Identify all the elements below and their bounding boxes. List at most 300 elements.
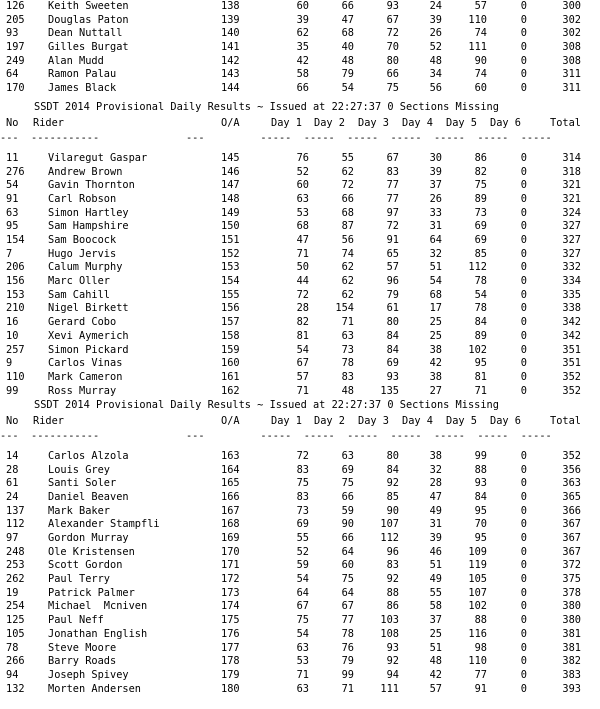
cell-total: 367 [562, 532, 581, 545]
cell-d4: 39 [429, 13, 442, 26]
cell-d2: Day 2 [314, 415, 345, 427]
cell-d6: 0 [520, 559, 527, 572]
cell-d2: 63 [341, 450, 354, 462]
table-row [0, 464, 600, 477]
cell-d5: 95 [474, 357, 487, 370]
cell-d5: 105 [468, 573, 487, 586]
cell-rider: Andrew Brown [48, 165, 123, 178]
cell-oa: 176 [221, 627, 240, 640]
results-title-text: SSDT 2014 Provisional Daily Results ~ Issued at 22:27:37 0 Sections Missing [34, 399, 499, 411]
cell-no: 64 [6, 68, 19, 81]
cell-total: 393 [562, 682, 581, 695]
cell-d4: 39 [429, 532, 442, 545]
cell-d6: 0 [520, 316, 527, 329]
cell-total: 367 [562, 545, 581, 558]
cell-total: 352 [562, 384, 581, 397]
cell-total: 318 [562, 165, 581, 178]
table-row [0, 179, 600, 192]
table-row [0, 166, 600, 179]
cell-d3: 93 [386, 370, 399, 383]
cell-d3: 61 [386, 302, 399, 315]
cell-rider: Jonathan English [48, 627, 148, 640]
cell-oa: 141 [221, 41, 240, 54]
table-row [0, 152, 600, 165]
cell-d3: 79 [386, 288, 399, 301]
cell-d1: 72 [296, 450, 309, 462]
cell-d6: 0 [520, 261, 527, 274]
cell-d5: 82 [474, 165, 487, 178]
cell-rider: Michael Mcniven [48, 600, 148, 613]
cell-rider: Gilles Burgat [48, 41, 129, 54]
cell-no: 132 [6, 682, 25, 695]
table-row [0, 371, 600, 384]
cell-rider: Carlos Vinas [48, 357, 123, 370]
cell-d2: 62 [341, 165, 354, 178]
cell-no: 153 [6, 288, 25, 301]
cell-d5: 78 [474, 302, 487, 315]
cell-d3: 96 [386, 275, 399, 288]
cell-d6: 0 [520, 627, 527, 640]
cell-d2: 79 [341, 655, 354, 668]
cell-d5: 89 [474, 193, 487, 206]
cell-d3: 70 [386, 41, 399, 54]
cell-d5: 85 [474, 247, 487, 260]
cell-d1: 44 [296, 275, 309, 288]
table-row [0, 0, 600, 13]
cell-oa: 156 [221, 302, 240, 315]
cell-d3: 77 [386, 179, 399, 192]
cell-oa: 169 [221, 532, 240, 545]
cell-oa: 154 [221, 275, 240, 288]
cell-d4: 37 [429, 614, 442, 627]
cell-d4: 25 [429, 316, 442, 329]
cell-d4: 51 [429, 559, 442, 572]
cell-d4: 51 [429, 641, 442, 654]
cell-no: 10 [6, 329, 19, 342]
cell-d4: 55 [429, 586, 442, 599]
cell-d2: 66 [341, 532, 354, 545]
table-row [0, 68, 600, 81]
cell-d3: 92 [386, 655, 399, 668]
cell-rider: Ole Kristensen [48, 545, 135, 558]
cell-total: 335 [562, 288, 581, 301]
cell-d1: 81 [296, 329, 309, 342]
cell-total: 302 [562, 13, 581, 26]
cell-total: 372 [562, 559, 581, 572]
table-row [0, 385, 600, 398]
cell-d5: 73 [474, 206, 487, 219]
cell-d3: 91 [386, 234, 399, 247]
cell-d4: 56 [429, 82, 442, 95]
cell-d5: 95 [474, 504, 487, 517]
cell-total: 375 [562, 573, 581, 586]
cell-d6: 0 [520, 518, 527, 531]
cell-d3: 94 [386, 668, 399, 681]
cell-d6: 0 [520, 668, 527, 681]
cell-oa: 157 [221, 316, 240, 329]
cell-d6: 0 [520, 220, 527, 233]
table-row [0, 330, 600, 343]
cell-d2: 99 [341, 668, 354, 681]
cell-no: 7 [6, 247, 13, 260]
cell-d2: 56 [341, 234, 354, 247]
cell-d3: 90 [386, 504, 399, 517]
cell-d5: 99 [474, 450, 487, 462]
cell-no: 9 [6, 357, 13, 370]
cell-d1: 52 [296, 545, 309, 558]
cell-total: 365 [562, 491, 581, 504]
cell-rider: Sam Boocock [48, 234, 117, 247]
cell-total: 382 [562, 655, 581, 668]
cell-d4: 48 [429, 655, 442, 668]
cell-d5: Day 5 [446, 117, 477, 129]
cell-d4: 32 [429, 247, 442, 260]
cell-oa: 164 [221, 463, 240, 476]
cell-d6: 0 [520, 206, 527, 219]
cell-d5: 78 [474, 275, 487, 288]
table-row [0, 55, 600, 68]
cell-no: 94 [6, 668, 19, 681]
cell-d4: 42 [429, 668, 442, 681]
cell-d1: 75 [296, 614, 309, 627]
cell-rider: Rider [33, 117, 64, 129]
cell-d3: 80 [386, 316, 399, 329]
cell-d3: 72 [386, 220, 399, 233]
cell-no: 206 [6, 261, 25, 274]
cell-d1: 63 [296, 193, 309, 206]
cell-d4: 30 [429, 152, 442, 164]
cell-oa: O/A [221, 117, 240, 129]
cell-oa: 147 [221, 179, 240, 192]
cell-d5: 54 [474, 288, 487, 301]
cell-d4: 39 [429, 165, 442, 178]
cell-no: 125 [6, 614, 25, 627]
cell-rider: Gerard Cobo [48, 316, 117, 329]
table-row [0, 234, 600, 247]
table-row [0, 546, 600, 559]
cell-no: 112 [6, 518, 25, 531]
cell-d1: 82 [296, 316, 309, 329]
cell-rider: Douglas Paton [48, 13, 129, 26]
cell-d2: 79 [341, 68, 354, 81]
cell-oa: 153 [221, 261, 240, 274]
cell-d4: 24 [429, 0, 442, 12]
cell-d3: 69 [386, 357, 399, 370]
cell-d4: 51 [429, 261, 442, 274]
cell-d2: 90 [341, 518, 354, 531]
cell-d2: 66 [341, 0, 354, 12]
cell-oa: 180 [221, 682, 240, 695]
cell-d2: 60 [341, 559, 354, 572]
cell-d2: 66 [341, 491, 354, 504]
cell-d6: 0 [520, 655, 527, 668]
cell-d2: 78 [341, 627, 354, 640]
cell-total: 351 [562, 343, 581, 356]
cell-d4: 34 [429, 68, 442, 81]
cell-d1: 67 [296, 357, 309, 370]
cell-d6: 0 [520, 545, 527, 558]
cell-rider: Santi Soler [48, 477, 117, 490]
cell-d5: 89 [474, 329, 487, 342]
cell-rider: Louis Grey [48, 463, 110, 476]
table-row [0, 344, 600, 357]
cell-d3: 80 [386, 54, 399, 67]
cell-d6: 0 [520, 532, 527, 545]
cell-no: 95 [6, 220, 19, 233]
cell-d3: 97 [386, 206, 399, 219]
cell-d3: 72 [386, 27, 399, 40]
cell-d3: 65 [386, 247, 399, 260]
cell-rider: Sam Cahill [48, 288, 110, 301]
cell-d3: 88 [386, 586, 399, 599]
cell-total: 332 [562, 261, 581, 274]
cell-total: 311 [562, 82, 581, 95]
cell-d1: 60 [296, 179, 309, 192]
cell-rider: Paul Terry [48, 573, 110, 586]
table-row [0, 683, 600, 696]
cell-rider: Dean Nuttall [48, 27, 123, 40]
cell-oa: 160 [221, 357, 240, 370]
cell-d1: 68 [296, 220, 309, 233]
cell-d1: Day 1 [271, 117, 302, 129]
cell-d4: 25 [429, 627, 442, 640]
cell-rider: Calum Murphy [48, 261, 123, 274]
cell-d3: 84 [386, 329, 399, 342]
cell-d5: 111 [468, 41, 487, 54]
cell-d6: 0 [520, 600, 527, 613]
cell-d5: 60 [474, 82, 487, 95]
cell-d5: 116 [468, 627, 487, 640]
table-row [0, 477, 600, 490]
cell-d1: 62 [296, 27, 309, 40]
cell-no: 249 [6, 54, 25, 67]
results-title [0, 101, 600, 114]
cell-d6: 0 [520, 179, 527, 192]
cell-d6: 0 [520, 491, 527, 504]
cell-no: 266 [6, 655, 25, 668]
header-divider-text: --- ----------- --- ----- ----- ----- ----- ----- ----- ----- [0, 430, 552, 442]
table-row [0, 82, 600, 95]
table-row [0, 669, 600, 682]
cell-oa: 152 [221, 247, 240, 260]
cell-d2: 77 [341, 614, 354, 627]
cell-rider: Alexander Stampfli [48, 518, 160, 531]
cell-d5: 107 [468, 586, 487, 599]
cell-no: 78 [6, 641, 19, 654]
cell-no: 110 [6, 370, 25, 383]
table-row [0, 628, 600, 641]
cell-d1: 63 [296, 641, 309, 654]
cell-rider: Ross Murray [48, 384, 117, 397]
cell-d2: 59 [341, 504, 354, 517]
cell-no: 63 [6, 206, 19, 219]
cell-d1: 72 [296, 288, 309, 301]
cell-d5: 93 [474, 477, 487, 490]
cell-oa: 142 [221, 54, 240, 67]
cell-d3: 111 [380, 682, 399, 695]
cell-d6: 0 [520, 682, 527, 695]
cell-total: 363 [562, 477, 581, 490]
cell-d1: 73 [296, 504, 309, 517]
cell-rider: Simon Pickard [48, 343, 129, 356]
table-row [0, 491, 600, 504]
cell-oa: 145 [221, 152, 240, 164]
cell-d4: 31 [429, 518, 442, 531]
cell-no: 99 [6, 384, 19, 397]
cell-d3: 96 [386, 545, 399, 558]
cell-no: 28 [6, 463, 19, 476]
cell-d4: 31 [429, 220, 442, 233]
cell-d3: 93 [386, 0, 399, 12]
cell-no: 19 [6, 586, 19, 599]
cell-oa: 174 [221, 600, 240, 613]
table-row [0, 573, 600, 586]
cell-total: 342 [562, 329, 581, 342]
cell-total: 327 [562, 247, 581, 260]
cell-d4: 25 [429, 329, 442, 342]
cell-total: 327 [562, 234, 581, 247]
cell-d3: 84 [386, 463, 399, 476]
cell-d6: 0 [520, 234, 527, 247]
cell-rider: Keith Sweeten [48, 0, 129, 12]
cell-d6: 0 [520, 384, 527, 397]
cell-oa: 140 [221, 27, 240, 40]
cell-oa: 143 [221, 68, 240, 81]
cell-rider: Paul Neff [48, 614, 104, 627]
cell-d1: 71 [296, 247, 309, 260]
cell-d3: 85 [386, 491, 399, 504]
cell-oa: 165 [221, 477, 240, 490]
cell-d1: Day 1 [271, 415, 302, 427]
cell-d2: 75 [341, 477, 354, 490]
cell-d2: 48 [341, 384, 354, 397]
cell-d2: 40 [341, 41, 354, 54]
cell-d3: 93 [386, 641, 399, 654]
cell-d3: 92 [386, 477, 399, 490]
cell-oa: 144 [221, 82, 240, 95]
cell-oa: 171 [221, 559, 240, 572]
cell-oa: 178 [221, 655, 240, 668]
cell-d2: 47 [341, 13, 354, 26]
cell-total: 342 [562, 316, 581, 329]
cell-oa: 149 [221, 206, 240, 219]
cell-no: 105 [6, 627, 25, 640]
table-row [0, 220, 600, 233]
cell-d6: 0 [520, 288, 527, 301]
cell-d5: Day 5 [446, 415, 477, 427]
cell-d3: 86 [386, 600, 399, 613]
cell-rider: Mark Baker [48, 504, 110, 517]
cell-d4: 38 [429, 370, 442, 383]
cell-total: 321 [562, 179, 581, 192]
cell-d2: 69 [341, 463, 354, 476]
cell-d3: 67 [386, 13, 399, 26]
table-row [0, 302, 600, 315]
cell-d1: 58 [296, 68, 309, 81]
cell-no: 126 [6, 0, 25, 12]
table-row [0, 357, 600, 370]
cell-total: 324 [562, 206, 581, 219]
cell-oa: 170 [221, 545, 240, 558]
table-row [0, 642, 600, 655]
cell-d2: 54 [341, 82, 354, 95]
cell-d6: 0 [520, 68, 527, 81]
cell-total: 383 [562, 668, 581, 681]
cell-oa: 139 [221, 13, 240, 26]
cell-oa: 166 [221, 491, 240, 504]
cell-total: 321 [562, 193, 581, 206]
cell-d2: 76 [341, 641, 354, 654]
table-row [0, 14, 600, 27]
cell-oa: 150 [221, 220, 240, 233]
cell-d5: 110 [468, 655, 487, 668]
cell-d6: Day 6 [490, 117, 521, 129]
cell-d6: Day 6 [490, 415, 521, 427]
cell-rider: Mark Cameron [48, 370, 123, 383]
cell-total: 367 [562, 518, 581, 531]
cell-no: 170 [6, 82, 25, 95]
cell-no: 276 [6, 165, 25, 178]
cell-d4: 38 [429, 343, 442, 356]
cell-no: 262 [6, 573, 25, 586]
cell-d5: 81 [474, 370, 487, 383]
table-row [0, 248, 600, 261]
cell-d2: 68 [341, 27, 354, 40]
cell-d3: 84 [386, 343, 399, 356]
cell-d4: 26 [429, 27, 442, 40]
cell-rider: Rider [33, 415, 64, 427]
cell-d6: 0 [520, 573, 527, 586]
table-row [0, 505, 600, 518]
cell-d6: 0 [520, 54, 527, 67]
cell-d4: 42 [429, 357, 442, 370]
results-title-text: SSDT 2014 Provisional Daily Results ~ Issued at 22:27:37 0 Sections Missing [34, 101, 499, 113]
cell-no: 253 [6, 559, 25, 572]
cell-d6: 0 [520, 641, 527, 654]
cell-d2: 68 [341, 206, 354, 219]
cell-no: 197 [6, 41, 25, 54]
cell-d6: 0 [520, 504, 527, 517]
cell-d6: 0 [520, 302, 527, 315]
table-row [0, 41, 600, 54]
cell-d1: 53 [296, 206, 309, 219]
cell-d4: 57 [429, 682, 442, 695]
cell-oa: O/A [221, 415, 240, 427]
cell-oa: 158 [221, 329, 240, 342]
cell-d1: 67 [296, 600, 309, 613]
cell-d5: 119 [468, 559, 487, 572]
cell-rider: Ramon Palau [48, 68, 117, 81]
cell-rider: Alan Mudd [48, 54, 104, 67]
cell-d3: 77 [386, 193, 399, 206]
cell-d4: 64 [429, 234, 442, 247]
table-row [0, 655, 600, 668]
cell-no: 154 [6, 234, 25, 247]
cell-oa: 173 [221, 586, 240, 599]
cell-d1: 83 [296, 463, 309, 476]
cell-d3: Day 3 [358, 117, 389, 129]
cell-total: 334 [562, 275, 581, 288]
cell-rider: Joseph Spivey [48, 668, 129, 681]
cell-oa: 151 [221, 234, 240, 247]
cell-d3: 80 [386, 450, 399, 462]
cell-total: 308 [562, 41, 581, 54]
cell-d6: 0 [520, 370, 527, 383]
table-row [0, 275, 600, 288]
cell-d4: 49 [429, 504, 442, 517]
cell-d1: 64 [296, 586, 309, 599]
cell-d5: 70 [474, 518, 487, 531]
